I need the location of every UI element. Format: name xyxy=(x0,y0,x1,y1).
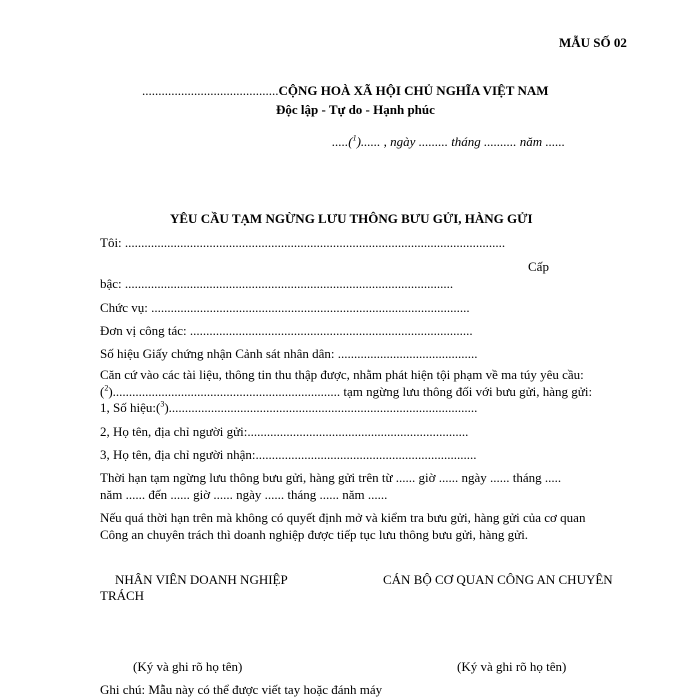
duration-line-2: năm ...... đến ...... giờ ...... ngày ...... tháng ...... năm ...... xyxy=(100,487,388,502)
note-line-2: Công an chuyên trách thì doanh nghiệp được tiếp tục lưu thông bưu gửi, hàng gửi. xyxy=(100,527,529,542)
signature-left-title: NHÂN VIÊN DOANH NGHIỆP xyxy=(115,572,288,587)
footnote-text: Ghi chú: Mẫu này có thể được viết tay hoặc đánh máy xyxy=(100,682,383,697)
item-so-hieu xyxy=(100,400,477,416)
country-name: CỘNG HOÀ XÃ HỘI CHỦ NGHĨA VIỆT NAM xyxy=(278,83,549,98)
form-number: MẪU SỐ 02 xyxy=(559,35,627,50)
item-nguoi-gui: 2, Họ tên, địa chỉ người gửi:.................................................................... xyxy=(100,424,469,439)
item-so-hieu-prefix: 1, Số hiệu:( xyxy=(100,400,161,415)
field-so-hieu-giay: Số hiệu Giấy chứng nhận Cảnh sát nhân dân: ........................................... xyxy=(100,346,478,361)
national-header xyxy=(142,83,549,99)
footnote-ref-3: 3 xyxy=(160,399,165,409)
motto: Độc lập - Tự do - Hạnh phúc xyxy=(276,102,435,117)
item-nguoi-nhan: 3, Họ tên, địa chỉ người nhận:.................................................................... xyxy=(100,447,477,462)
signature-right-title: CÁN BỘ CƠ QUAN CÔNG AN CHUYÊN xyxy=(383,572,613,587)
field-toi: Tôi: ..................................................................................................................... xyxy=(100,235,506,250)
item-so-hieu-suffix: )............................................................................................... xyxy=(164,400,478,415)
signature-right-instruction: (Ký và ghi rõ họ tên) xyxy=(457,659,567,674)
duration-line-1: Thời hạn tạm ngừng lưu thông bưu gửi, hàng gửi trên từ ...... giờ ...... ngày ...... tháng ..... xyxy=(100,470,562,485)
organization-dots: .......................................... xyxy=(142,83,279,98)
date-suffix: )...... , ngày ......... tháng .......... năm ...... xyxy=(356,134,565,149)
field-bac: bậc: ..................................................................................................... xyxy=(100,276,454,291)
basis-suffix: )...................................................................... tạm ngừng lưu thông đối với bưu gửi, hàng gửi: xyxy=(108,384,593,399)
note-line-1: Nếu quá thời hạn trên mà không có quyết định mở và kiểm tra bưu gửi, hàng gửi của cơ quan xyxy=(100,510,586,525)
basis-line-2 xyxy=(100,384,592,400)
signature-left-instruction: (Ký và ghi rõ họ tên) xyxy=(133,659,243,674)
field-cap-label: Cấp xyxy=(528,259,549,274)
document-title: YÊU CẦU TẠM NGỪNG LƯU THÔNG BƯU GỬI, HÀNG GỬI xyxy=(170,211,533,226)
footnote-ref-2: 2 xyxy=(104,383,109,393)
footnote-ref-1: 1 xyxy=(352,133,357,143)
date-prefix: .....( xyxy=(332,134,353,149)
field-don-vi: Đơn vị công tác: ....................................................................................... xyxy=(100,323,473,338)
signature-right-title-cont: TRÁCH xyxy=(100,588,145,603)
basis-prefix: ( xyxy=(100,384,105,399)
field-chuc-vu: Chức vụ: .................................................................................................. xyxy=(100,300,470,315)
basis-line-1: Căn cứ vào các tài liệu, thông tin thu thập được, nhằm phát hiện tội phạm về ma túy yêu cầu: xyxy=(100,367,584,382)
place-date-line xyxy=(332,134,565,150)
